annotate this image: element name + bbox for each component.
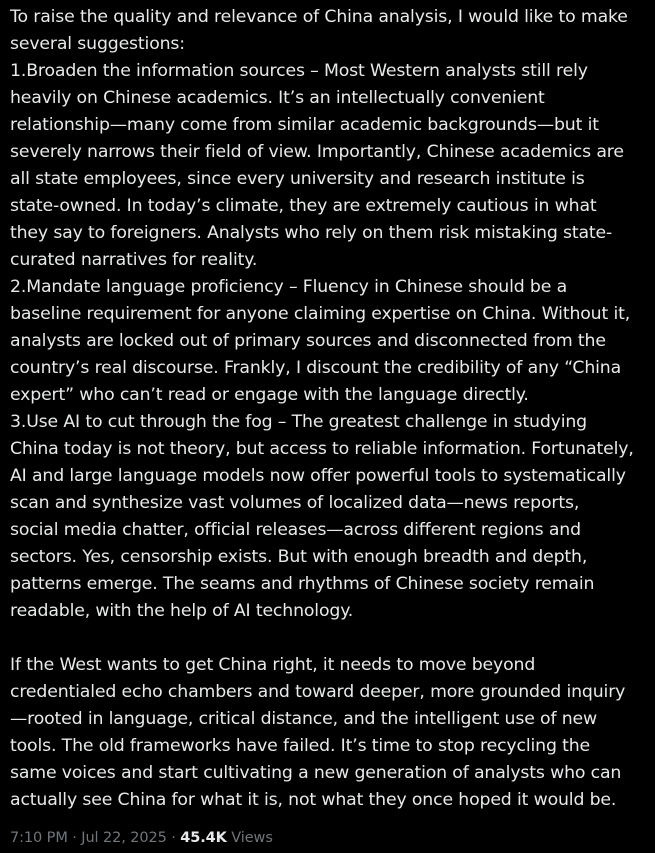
- post-line: severely narrows their field of view. Importantly, Chinese academics are: [10, 142, 624, 162]
- post-line: patterns emerge. The seams and rhythms of Chinese society remain: [10, 574, 595, 594]
- post-line: country’s real discourse. Frankly, I discount the credibility of any “China: [10, 358, 622, 378]
- post-line: credentialed echo chambers and toward deeper, more grounded inquiry: [10, 682, 626, 702]
- post-line: heavily on Chinese academics. It’s an intellectually convenient: [10, 88, 545, 108]
- post-line: expert” who can’t read or engage with the language directly.: [10, 385, 529, 405]
- paragraph-spacer: [10, 625, 646, 652]
- post-line: 3.Use AI to cut through the fog – The greatest challenge in studying: [10, 412, 587, 432]
- post-text: [10, 4, 646, 814]
- post-line: AI and large language models now offer powerful tools to systematically: [10, 466, 626, 486]
- post-line: state-owned. In today’s climate, they are extremely cautious in what: [10, 196, 597, 216]
- post-timestamp-time[interactable]: 7:10 PM: [10, 830, 68, 846]
- post-timestamp-date[interactable]: Jul 22, 2025: [81, 830, 167, 846]
- post-line: —rooted in language, critical distance, and the intelligent use of new: [10, 709, 597, 729]
- post-metadata: [10, 830, 273, 846]
- post-line: relationship—many come from similar academic backgrounds—but it: [10, 115, 599, 135]
- post-line: several suggestions:: [10, 34, 185, 54]
- views-label: Views: [226, 830, 273, 846]
- post-line: tools. The old frameworks have failed. It’s time to stop recycling the: [10, 736, 591, 756]
- post-line: social media chatter, official releases—across different regions and: [10, 520, 581, 540]
- post-line: baseline requirement for anyone claiming expertise on China. Without it,: [10, 304, 631, 324]
- post-line: 1.Broaden the information sources – Most Western analysts still rely: [10, 61, 588, 81]
- views-link[interactable]: [180, 830, 273, 846]
- post-line: same voices and start cultivating a new generation of analysts who can: [10, 763, 622, 783]
- post-line: analysts are locked out of primary sources and disconnected from the: [10, 331, 606, 351]
- post-line: scan and synthesize vast volumes of localized data—news reports,: [10, 493, 580, 513]
- post-line: 2.Mandate language proficiency – Fluency in Chinese should be a: [10, 277, 568, 297]
- post-line: China today is not theory, but access to reliable information. Fortunately,: [10, 439, 634, 459]
- meta-separator: ·: [166, 830, 181, 846]
- post-line: curated narratives for reality.: [10, 250, 258, 270]
- post-line: all state employees, since every university and research institute is: [10, 169, 585, 189]
- post-line: If the West wants to get China right, it needs to move beyond: [10, 655, 536, 675]
- post-line: To raise the quality and relevance of China analysis, I would like to make: [10, 7, 628, 27]
- meta-separator: ·: [67, 830, 82, 846]
- post-line: sectors. Yes, censorship exists. But with enough breadth and depth,: [10, 547, 588, 567]
- post-line: actually see China for what it is, not what they once hoped it would be.: [10, 790, 617, 810]
- post-line: they say to foreigners. Analysts who rely on them risk mistaking state-: [10, 223, 613, 243]
- post-line: readable, with the help of AI technology.: [10, 601, 354, 621]
- views-count: 45.4K: [180, 830, 227, 846]
